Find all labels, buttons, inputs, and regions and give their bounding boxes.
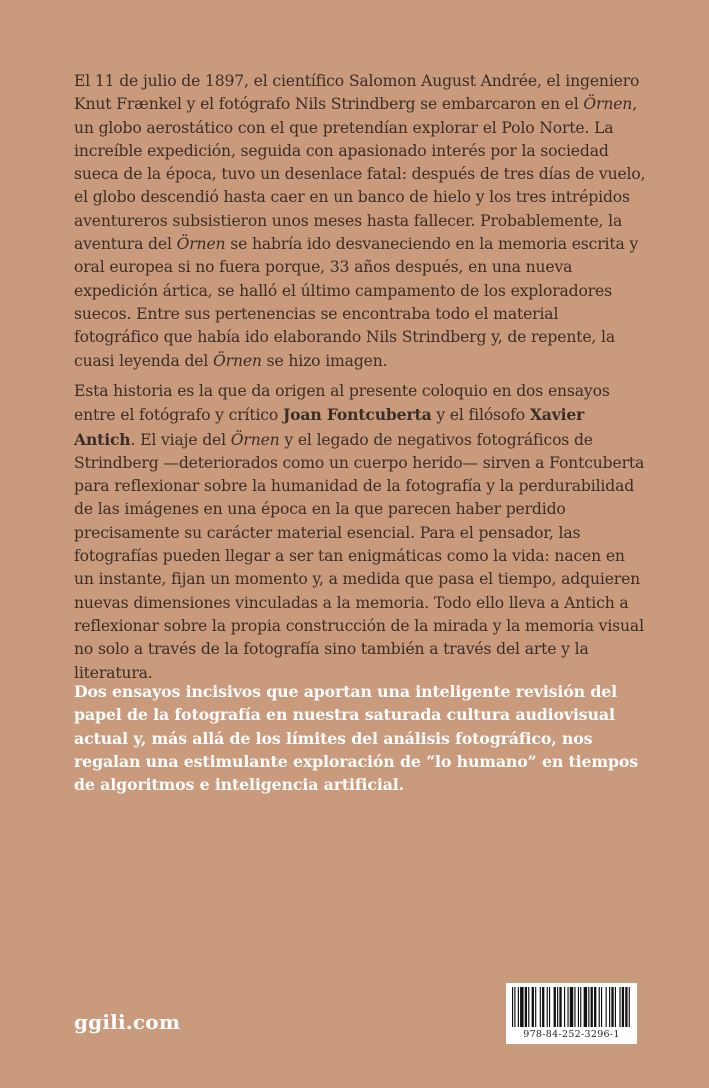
text-run: se habría ido desvaneciendo en la memoria escrita y oral europea si no fuera porque, 33 años después, en una nueva expedición ártica, se halló el último campamento de los exploradores suecos. Entre sus pertenencias se encontraba todo el material fotográfico que había ido elaborando Nils Strindberg y, de repente, la cuasi leyenda del — [74, 235, 639, 370]
barcode — [506, 983, 637, 1044]
barcode-bar — [584, 987, 587, 1027]
text-run: , un globo aerostático con el que pretendían explorar el Polo Norte. La increíble expedición, seguida con apasionado interés por la sociedad sueca de la época, tuvo un desenlace fatal: después de tres días de vuelo, el globo descendió hasta caer en un banco de hielo y los tres intrépidos aventureros subsistieron unos meses hasta fallecer. Probablemente, la aventura del — [74, 95, 646, 254]
barcode-bar — [580, 987, 581, 1027]
barcode-bar — [594, 987, 596, 1027]
text-run: Esta historia es la que da origen al presente coloquio en dos ensayos entre el fotógrafo y crítico — [74, 382, 610, 425]
barcode-bar — [557, 987, 558, 1027]
barcode-bar — [514, 987, 515, 1027]
barcode-bar — [609, 987, 610, 1027]
barcode-bar — [622, 987, 624, 1027]
text-run: se hizo imagen. — [261, 351, 388, 370]
isbn-number: 978-84-252-3296-1 — [523, 1029, 620, 1040]
barcode-bar — [554, 987, 556, 1027]
barcode-bar — [520, 987, 523, 1027]
barcode-bar — [599, 987, 600, 1027]
barcode-bar — [540, 987, 541, 1027]
text-run: . El viaje del — [130, 430, 231, 449]
synopsis-paragraph-1 — [74, 70, 646, 373]
italic-title: Örnen — [230, 430, 280, 449]
barcode-bar — [567, 987, 568, 1027]
barcode-bar — [615, 987, 616, 1027]
barcode-bars — [512, 987, 631, 1027]
barcode-bar — [512, 987, 513, 1027]
barcode-bar — [629, 987, 630, 1027]
barcode-bar — [549, 987, 550, 1027]
highlight-paragraph: Dos ensayos incisivos que aportan una inteligente revisión del papel de la fotografía en nuestra saturada cultura audiovisual actual y, más allá de los límites del análisis fotográfico, nos regalan una estimulante exploración de “lo humano” en tiempos de algoritmos e inteligencia artificial. — [74, 682, 639, 795]
italic-title: Örnen — [583, 95, 633, 114]
barcode-bar — [570, 987, 573, 1027]
barcode-bar — [559, 987, 561, 1027]
barcode-bar — [578, 987, 579, 1027]
barcode-bar — [611, 987, 613, 1027]
barcode-bar — [547, 987, 548, 1027]
barcode-bar — [564, 987, 565, 1027]
text-run: y el filósofo — [431, 406, 530, 425]
barcode-bar — [601, 987, 602, 1027]
barcode-bar — [591, 987, 593, 1027]
barcode-bar — [588, 987, 589, 1027]
italic-title: Örnen — [213, 351, 262, 370]
barcode-bar — [625, 987, 627, 1027]
barcode-bar — [518, 987, 519, 1027]
barcode-bar — [606, 987, 607, 1027]
text-run: El 11 de julio de 1897, el científico Salomon August Andrée, el ingeniero Knut Frænkel y el fotógrafo Nils Strindberg se embarcaron en el — [74, 72, 640, 114]
barcode-bar — [528, 987, 529, 1027]
synopsis-paragraph-2 — [74, 380, 646, 685]
publisher-website: ggili.com — [74, 1010, 181, 1034]
italic-title: Örnen — [176, 235, 226, 254]
barcode-bar — [619, 987, 620, 1027]
barcode-bar — [535, 987, 536, 1027]
author-name: Joan Fontcuberta — [282, 405, 432, 425]
barcode-bar — [525, 987, 527, 1027]
barcode-bar — [574, 987, 575, 1027]
text-run: y el legado de negativos fotográficos de Strindberg —deteriorados como un cuerpo herido— sirven a Fontcuberta para reflexionar sobre la humanidad de la fotografía y la perdurabilidad de las imágenes en una época en la que parecen haber perdido precisamente su carácter material esencial. Para el pensador, las fotografías pueden llegar a ser tan enigmáticas como la vida: nacen en un instante, fijan un momento y, a medida que pasa el tiempo, adquieren nuevas dimensiones vinculadas a la memoria. Todo ello lleva a Antich a reflexionar sobre la propia construcción de la mirada y la memoria visual no solo a través de la fotografía sino también a través del arte y la literatura. — [74, 430, 645, 682]
author-name: Xavier Antich — [74, 405, 585, 449]
barcode-bar — [542, 987, 544, 1027]
barcode-bar — [532, 987, 534, 1027]
